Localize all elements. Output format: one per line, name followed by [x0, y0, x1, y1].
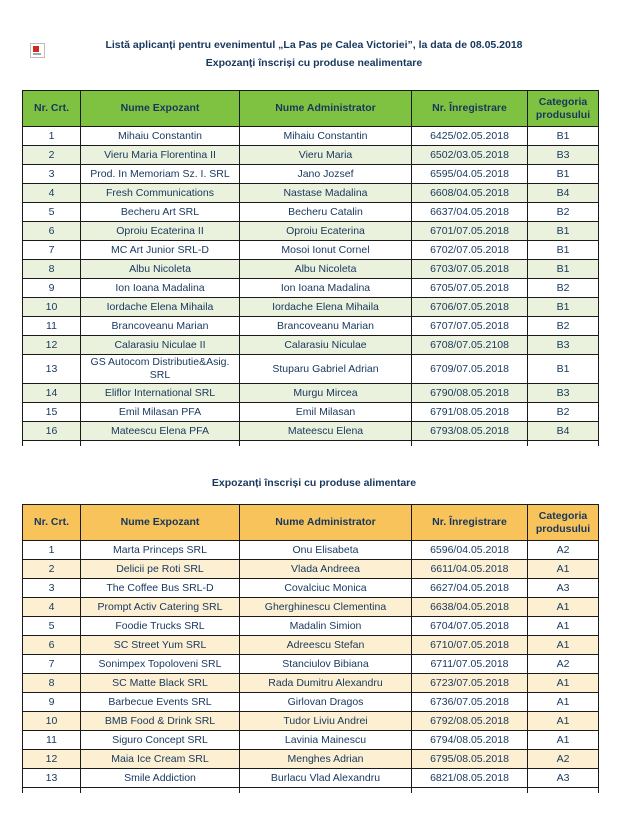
table-row: [23, 598, 599, 617]
table-row: [23, 636, 599, 655]
table-cell: Mihaiu Constantin: [240, 127, 412, 146]
table-cell: 6706/07.05.2018: [412, 298, 528, 317]
table-cell: Tudor Liviu Andrei: [240, 712, 412, 731]
column-header: Nr. Înregistrare: [412, 505, 528, 541]
table-cell: B4: [528, 184, 599, 203]
table-cell: B1: [528, 165, 599, 184]
table-cell: Menghes Adrian: [240, 750, 412, 769]
table-cell: 6793/08.05.2018: [412, 422, 528, 441]
table-cell: B3: [528, 384, 599, 403]
table-cell: Siguro Concept SRL: [81, 731, 240, 750]
table-cell: 7: [23, 655, 81, 674]
table-row: [23, 222, 599, 241]
table-cell: 6790/08.05.2018: [412, 384, 528, 403]
table-cell: Albu Nicoleta: [81, 260, 240, 279]
table-cell: 6707/07.05.2018: [412, 317, 528, 336]
table-cell: A2: [528, 750, 599, 769]
table-row: [23, 403, 599, 422]
table-cell: A2: [528, 655, 599, 674]
table-cell: 8: [23, 674, 81, 693]
table-row: [23, 384, 599, 403]
column-header: Nume Expozant: [81, 91, 240, 127]
table-cutoff-cell: [412, 788, 528, 794]
section-food-heading: Expozanți înscriși cu produse alimentare: [211, 477, 417, 489]
table-row: [23, 541, 599, 560]
table-cell: 6710/07.05.2018: [412, 636, 528, 655]
column-header: Nume Expozant: [81, 505, 240, 541]
table-row: [23, 298, 599, 317]
table-cell: 6723/07.05.2018: [412, 674, 528, 693]
table-cell: Mihaiu Constantin: [81, 127, 240, 146]
table-cell: 12: [23, 750, 81, 769]
table-cell: Adreescu Stefan: [240, 636, 412, 655]
document-page: [0, 38, 628, 815]
table-cell: Smile Addiction: [81, 769, 240, 788]
table-cell: SC Street Yum SRL: [81, 636, 240, 655]
table-cell: A1: [528, 598, 599, 617]
table-row: [23, 731, 599, 750]
table-cell: Becheru Art SRL: [81, 203, 240, 222]
table-cell: 6608/04.05.2018: [412, 184, 528, 203]
table-cell: 6791/08.05.2018: [412, 403, 528, 422]
column-header: Nr. Crt.: [23, 505, 81, 541]
table-cell: Fresh Communications: [81, 184, 240, 203]
broken-image-red-mark: [33, 46, 39, 52]
table-cell: 13: [23, 355, 81, 384]
table-row: [23, 655, 599, 674]
table-cell: 1: [23, 541, 81, 560]
table-cell: Delicii pe Roti SRL: [81, 560, 240, 579]
table-header-row: [23, 91, 599, 127]
table-header-row: [23, 505, 599, 541]
table-cell: B1: [528, 222, 599, 241]
table-cell: B2: [528, 203, 599, 222]
table-cell: 6792/08.05.2018: [412, 712, 528, 731]
table-cutoff-cell: [23, 441, 81, 447]
table-cell: 3: [23, 165, 81, 184]
table-cell: 6638/04.05.2018: [412, 598, 528, 617]
table-cell: 13: [23, 769, 81, 788]
table-cell: Lavinia Mainescu: [240, 731, 412, 750]
table-row: [23, 769, 599, 788]
table-cutoff-cell: [240, 788, 412, 794]
table-cell: A1: [528, 731, 599, 750]
table-cell: 7: [23, 241, 81, 260]
table-cell: Oproiu Ecaterina II: [81, 222, 240, 241]
table-cutoff-row: [23, 788, 599, 794]
table-cell: Eliflor International SRL: [81, 384, 240, 403]
table-cell: B3: [528, 146, 599, 165]
table-row: [23, 184, 599, 203]
table-cell: Stuparu Gabriel Adrian: [240, 355, 412, 384]
table-cell: 1: [23, 127, 81, 146]
table-row: [23, 241, 599, 260]
table-row: [23, 579, 599, 598]
table-cell: Vieru Maria: [240, 146, 412, 165]
table-row: [23, 279, 599, 298]
table-cell: Mosoi Ionut Cornel: [240, 241, 412, 260]
table-cell: BMB Food & Drink SRL: [81, 712, 240, 731]
table-cell: 6704/07.05.2018: [412, 617, 528, 636]
table-cell: A2: [528, 541, 599, 560]
table-cell: 6425/02.05.2018: [412, 127, 528, 146]
table-cell: 2: [23, 146, 81, 165]
table-cell: A1: [528, 636, 599, 655]
table-cutoff-cell: [81, 441, 240, 447]
table-cell: A3: [528, 769, 599, 788]
table-cell: Vieru Maria Florentina II: [81, 146, 240, 165]
table-cell: 12: [23, 336, 81, 355]
table-cell: B1: [528, 298, 599, 317]
table-cell: Iordache Elena Mihaila: [240, 298, 412, 317]
table-cell: A1: [528, 560, 599, 579]
table-cell: GS Autocom Distributie&Asig. SRL: [81, 355, 240, 384]
table-cutoff-cell: [240, 441, 412, 447]
table-row: [23, 317, 599, 336]
table-cell: B1: [528, 260, 599, 279]
table-cell: 4: [23, 598, 81, 617]
table-cell: Foodie Trucks SRL: [81, 617, 240, 636]
table-row: [23, 422, 599, 441]
table-cell: Calarasiu Niculae II: [81, 336, 240, 355]
table-cutoff-cell: [23, 788, 81, 794]
table-cell: 9: [23, 693, 81, 712]
table-cell: Sonimpex Topoloveni SRL: [81, 655, 240, 674]
table-cell: 11: [23, 317, 81, 336]
table-cell: 6705/07.05.2018: [412, 279, 528, 298]
table-cell: Onu Elisabeta: [240, 541, 412, 560]
table-cell: Madalin Simion: [240, 617, 412, 636]
table-cell: A1: [528, 617, 599, 636]
table-cell: 6708/07.05.2108: [412, 336, 528, 355]
table-cell: Becheru Catalin: [240, 203, 412, 222]
table-cell: Ion Ioana Madalina: [240, 279, 412, 298]
table-cell: Albu Nicoleta: [240, 260, 412, 279]
table-cell: A1: [528, 712, 599, 731]
table-cell: 6701/07.05.2018: [412, 222, 528, 241]
document-title: Listă aplicanți pentru evenimentul „La Pas pe Calea Victoriei”, la data de 08.05.2018: [105, 39, 523, 51]
table-cell: A3: [528, 579, 599, 598]
table-row: [23, 336, 599, 355]
table-cell: Covalciuc Monica: [240, 579, 412, 598]
column-header: Nume Administrator: [240, 91, 412, 127]
table-row: [23, 750, 599, 769]
table-cell: Barbecue Events SRL: [81, 693, 240, 712]
table-cell: Brancoveanu Marian: [240, 317, 412, 336]
column-header: Nr. Crt.: [23, 91, 81, 127]
table-cell: 8: [23, 260, 81, 279]
table-cell: Iordache Elena Mihaila: [81, 298, 240, 317]
table-cell: Stanciulov Bibiana: [240, 655, 412, 674]
column-header: Nr. Înregistrare: [412, 91, 528, 127]
table-cell: 11: [23, 731, 81, 750]
table-cell: 6627/04.05.2018: [412, 579, 528, 598]
table-cutoff-cell: [528, 788, 599, 794]
broken-image-icon: [30, 43, 45, 58]
table-cell: 16: [23, 422, 81, 441]
column-header: Categoria produsului: [528, 505, 599, 541]
table-cell: 3: [23, 579, 81, 598]
table-cell: Mateescu Elena PFA: [81, 422, 240, 441]
table-row: [23, 165, 599, 184]
food-exhibitors-table: [22, 504, 599, 793]
table-cell: B3: [528, 336, 599, 355]
table-row: [23, 355, 599, 384]
nonfood-exhibitors-table: [22, 90, 599, 446]
table-cell: 9: [23, 279, 81, 298]
table-cell: 6709/07.05.2018: [412, 355, 528, 384]
table-row: [23, 260, 599, 279]
table-cell: SC Matte Black SRL: [81, 674, 240, 693]
table-cell: 6611/04.05.2018: [412, 560, 528, 579]
table-row: [23, 712, 599, 731]
table-cell: 6703/07.05.2018: [412, 260, 528, 279]
table-cell: B1: [528, 241, 599, 260]
table-cell: 6702/07.05.2018: [412, 241, 528, 260]
table-cell: Jano Jozsef: [240, 165, 412, 184]
table-cell: B2: [528, 279, 599, 298]
table-cell: Rada Dumitru Alexandru: [240, 674, 412, 693]
table-cell: Nastase Madalina: [240, 184, 412, 203]
table-cell: Marta Princeps SRL: [81, 541, 240, 560]
column-header: Categoria produsului: [528, 91, 599, 127]
table-cell: Gherghinescu Clementina: [240, 598, 412, 617]
table-cutoff-cell: [528, 441, 599, 447]
table-cutoff-row: [23, 441, 599, 447]
table-cell: Brancoveanu Marian: [81, 317, 240, 336]
table-cell: Mateescu Elena: [240, 422, 412, 441]
table-cell: Burlacu Vlad Alexandru: [240, 769, 412, 788]
table-cell: 6596/04.05.2018: [412, 541, 528, 560]
broken-image-gray-mark: [33, 53, 41, 55]
table-cell: 6595/04.05.2018: [412, 165, 528, 184]
table-cell: The Coffee Bus SRL-D: [81, 579, 240, 598]
table-cell: 14: [23, 384, 81, 403]
table-cell: 6502/03.05.2018: [412, 146, 528, 165]
table-cell: 4: [23, 184, 81, 203]
table-cutoff-cell: [412, 441, 528, 447]
table-cell: 6: [23, 636, 81, 655]
table-cell: 10: [23, 298, 81, 317]
table-cell: 2: [23, 560, 81, 579]
table-cell: 5: [23, 203, 81, 222]
table-cell: A1: [528, 674, 599, 693]
table-cell: Prod. In Memoriam Sz. I. SRL: [81, 165, 240, 184]
table-cell: A1: [528, 693, 599, 712]
table-cell: 5: [23, 617, 81, 636]
table-cell: Emil Milasan PFA: [81, 403, 240, 422]
table-cutoff-cell: [81, 788, 240, 794]
table-row: [23, 127, 599, 146]
table-cell: Calarasiu Niculae: [240, 336, 412, 355]
table-row: [23, 560, 599, 579]
table-cell: B2: [528, 403, 599, 422]
table-cell: Murgu Mircea: [240, 384, 412, 403]
table-cell: Vlada Andreea: [240, 560, 412, 579]
table-cell: Ion Ioana Madalina: [81, 279, 240, 298]
table-cell: Emil Milasan: [240, 403, 412, 422]
table-cell: 6821/08.05.2018: [412, 769, 528, 788]
table-cell: B1: [528, 127, 599, 146]
table-cell: 6736/07.05.2018: [412, 693, 528, 712]
table-row: [23, 617, 599, 636]
table-cell: B2: [528, 317, 599, 336]
table-cell: B4: [528, 422, 599, 441]
table-cell: MC Art Junior SRL-D: [81, 241, 240, 260]
table-row: [23, 203, 599, 222]
column-header: Nume Administrator: [240, 505, 412, 541]
table-row: [23, 674, 599, 693]
table-cell: Maia Ice Cream SRL: [81, 750, 240, 769]
table-cell: 6: [23, 222, 81, 241]
table-cell: 10: [23, 712, 81, 731]
table-cell: 6794/08.05.2018: [412, 731, 528, 750]
table-row: [23, 693, 599, 712]
table-row: [23, 146, 599, 165]
table-cell: 6711/07.05.2018: [412, 655, 528, 674]
table-cell: B1: [528, 355, 599, 384]
table-cell: Prompt Activ Catering SRL: [81, 598, 240, 617]
table-cell: 6637/04.05.2018: [412, 203, 528, 222]
table-cell: 15: [23, 403, 81, 422]
table-cell: 6795/08.05.2018: [412, 750, 528, 769]
table-cell: Girlovan Dragos: [240, 693, 412, 712]
table-cell: Oproiu Ecaterina: [240, 222, 412, 241]
section-nonfood-heading: Expozanți înscriși cu produse nealimentare: [205, 57, 423, 69]
